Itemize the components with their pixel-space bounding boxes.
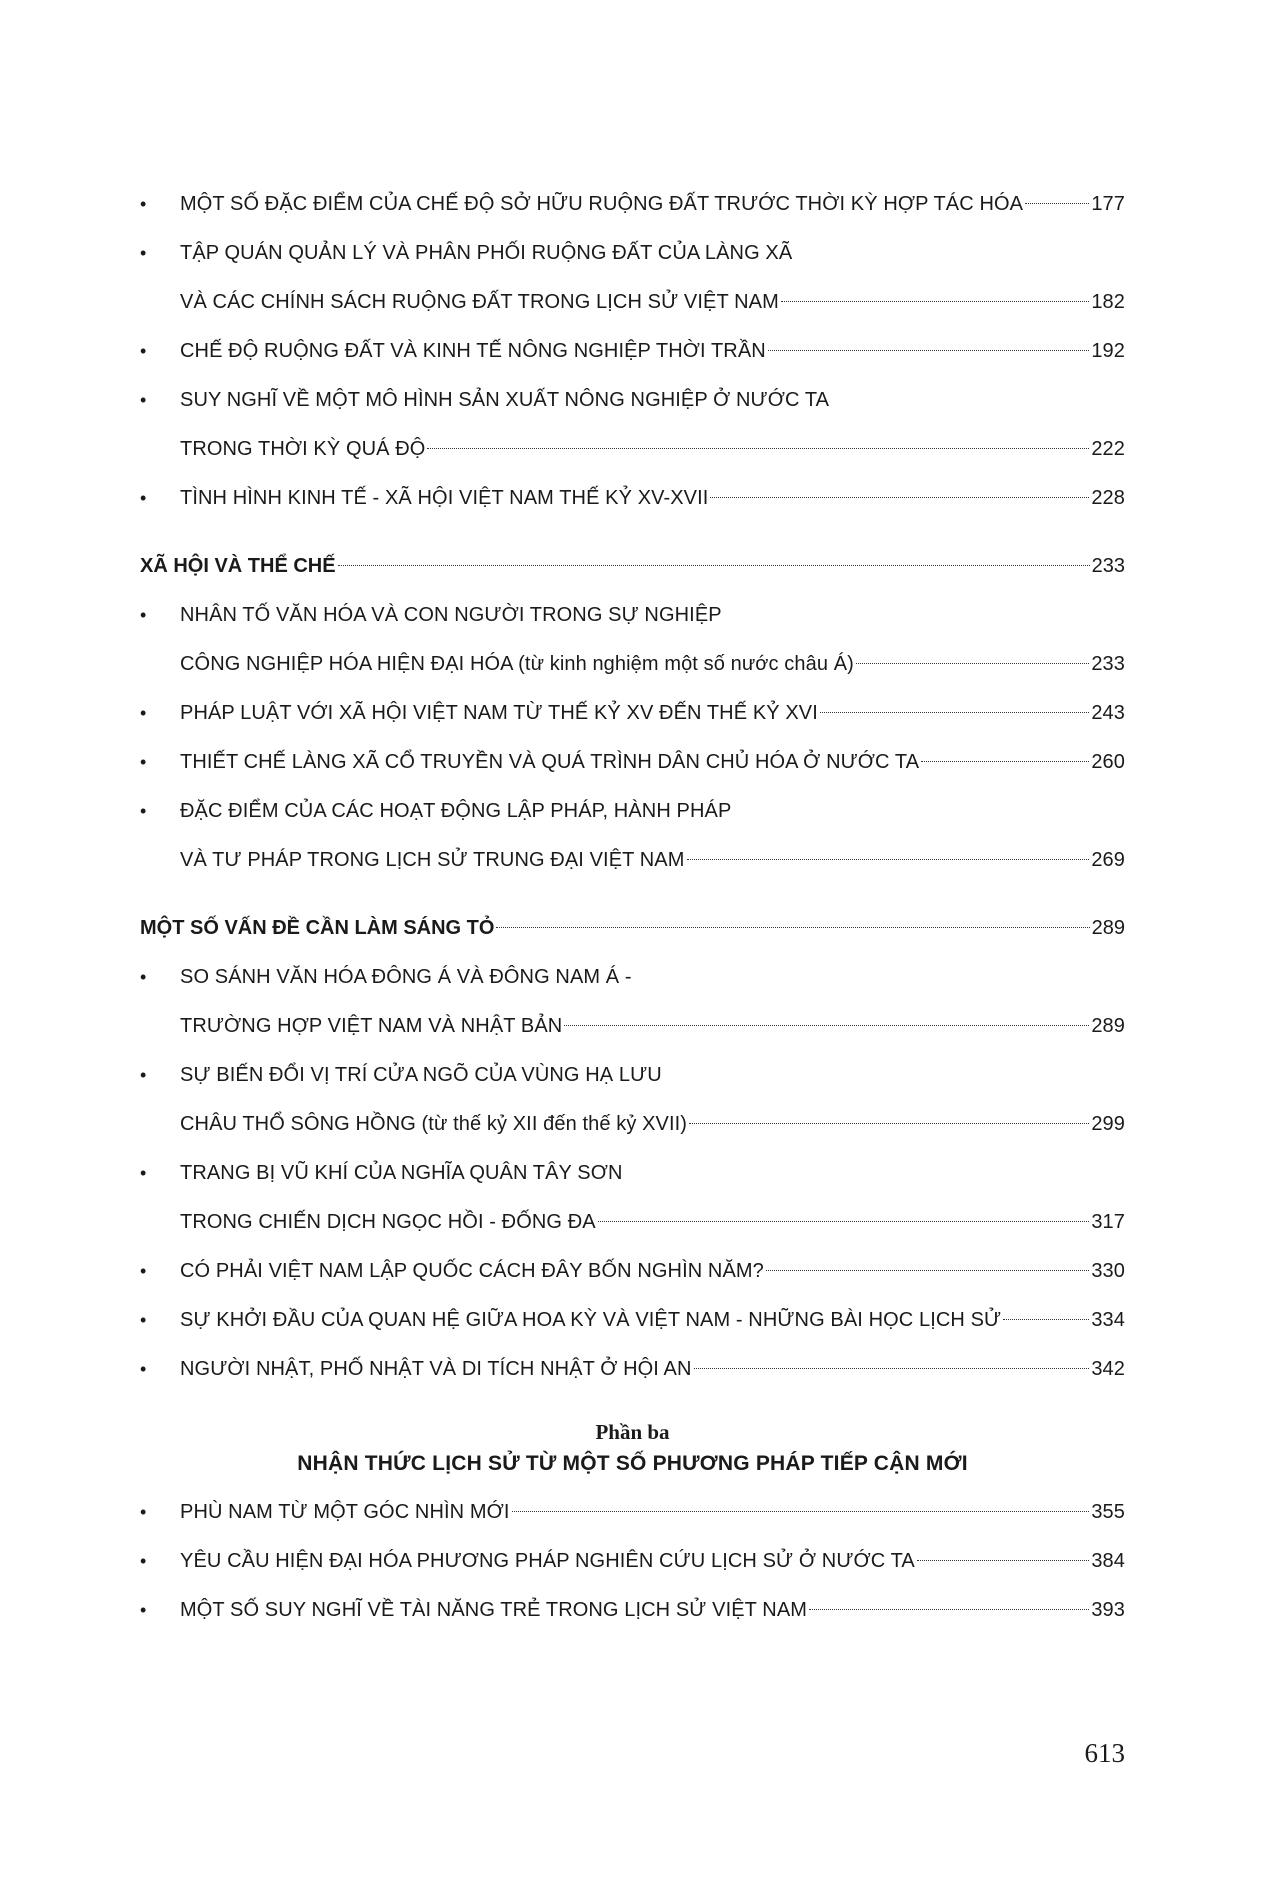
toc-entry[interactable] [140,229,1125,327]
part-label: Phần ba [595,1420,670,1444]
toc-group-new-approaches [140,1488,1125,1635]
toc-entry-continuation [140,1100,1125,1149]
toc-entry[interactable] [140,1296,1125,1345]
toc-entry-title: • CHẾ ĐỘ RUỘNG ĐẤT VÀ KINH TẾ NÔNG NGHIỆP THỜI TRẦN [180,340,766,362]
toc-entry[interactable] [140,953,1125,1051]
toc-entry-page-number: 342 [1091,1358,1125,1380]
toc-entry[interactable] [140,1537,1125,1586]
toc-entry-title: CHÂU THỔ SÔNG HỒNG (từ thế kỷ XII đến thế kỷ XVII) [180,1113,688,1135]
toc-entry-page-number: 233 [1091,653,1125,675]
toc-entry-title: VÀ TƯ PHÁP TRONG LỊCH SỬ TRUNG ĐẠI VIỆT NAM [180,849,685,871]
toc-entry-page-number: 177 [1091,193,1125,215]
toc-entry[interactable] [140,591,1125,689]
toc-entry-line [140,474,1125,523]
section-page-number: 233 [1091,555,1125,577]
toc-entry-line [140,1537,1125,1586]
toc-entry-title: • TRANG BỊ VŨ KHÍ CỦA NGHĨA QUÂN TÂY SƠN [180,1162,623,1184]
toc-entry-title: • TẬP QUÁN QUẢN LÝ VÀ PHÂN PHỐI RUỘNG ĐẤT CỦA LÀNG XÃ [180,242,793,264]
toc-entry[interactable] [140,376,1125,474]
toc-group-land-economy [140,180,1125,523]
toc-entry-page-number: 330 [1091,1260,1125,1282]
toc-entry-page-number: 384 [1091,1550,1125,1572]
dot-leader [496,927,1089,928]
toc-entry[interactable] [140,738,1125,787]
toc-entry[interactable] [140,689,1125,738]
toc-entry-title: TRƯỜNG HỢP VIỆT NAM VÀ NHẬT BẢN [180,1015,563,1037]
dot-leader [427,448,1089,449]
section-page-number: 289 [1091,917,1125,939]
dot-leader [564,1025,1089,1026]
toc-entry-line [140,1149,1125,1198]
toc-entry[interactable] [140,1345,1125,1394]
toc-entry-continuation [140,640,1125,689]
section-title: XÃ HỘI VÀ THỂ CHẾ [140,555,336,577]
toc-entry-line [140,180,1125,229]
toc-entry-title: • NGƯỜI NHẬT, PHỐ NHẬT VÀ DI TÍCH NHẬT Ở HỘI AN [180,1358,692,1380]
toc-entry[interactable] [140,1488,1125,1537]
table-of-contents [140,180,1125,1635]
section-heading-issues[interactable] [140,903,1125,953]
toc-entry-title: • SUY NGHĨ VỀ MỘT MÔ HÌNH SẢN XUẤT NÔNG NGHIỆP Ở NƯỚC TA [180,389,830,411]
dot-leader [1025,203,1089,204]
toc-entry-title: • CÓ PHẢI VIỆT NAM LẬP QUỐC CÁCH ĐÂY BỐN NGHÌN NĂM? [180,1260,764,1282]
dot-leader [1003,1319,1089,1320]
toc-entry-line [140,738,1125,787]
toc-entry-line [140,1296,1125,1345]
page-number: 613 [1084,1738,1125,1768]
toc-entry[interactable] [140,180,1125,229]
dot-leader [694,1368,1090,1369]
toc-entry-page-number: 228 [1091,487,1125,509]
toc-entry-page-number: 289 [1091,1015,1125,1037]
toc-entry[interactable] [140,787,1125,885]
toc-entry-line [140,1051,1125,1100]
toc-entry-page-number: 299 [1091,1113,1125,1135]
toc-entry-title: • MỘT SỐ SUY NGHĨ VỀ TÀI NĂNG TRẺ TRONG LỊCH SỬ VIỆT NAM [180,1599,808,1621]
toc-entry-page-number: 260 [1091,751,1125,773]
toc-entry-continuation [140,836,1125,885]
toc-entry-title: • MỘT SỐ ĐẶC ĐIỂM CỦA CHẾ ĐỘ SỞ HỮU RUỘNG ĐẤT TRƯỚC THỜI KỲ HỢP TÁC HÓA [180,193,1024,215]
toc-entry-page-number: 269 [1091,849,1125,871]
dot-leader [768,350,1089,351]
dot-leader [809,1609,1089,1610]
toc-entry-line [140,327,1125,376]
toc-entry-title: • ĐẶC ĐIỂM CỦA CÁC HOẠT ĐỘNG LẬP PHÁP, HÀNH PHÁP [180,800,732,822]
toc-entry-continuation [140,425,1125,474]
toc-entry-title: • YÊU CẦU HIỆN ĐẠI HÓA PHƯƠNG PHÁP NGHIÊN CỨU LỊCH SỬ Ở NƯỚC TA [180,1550,915,1572]
toc-entry-line [140,953,1125,1002]
toc-entry-page-number: 317 [1091,1211,1125,1233]
toc-entry-line [140,1488,1125,1537]
toc-entry-title: • PHÁP LUẬT VỚI XÃ HỘI VIỆT NAM TỪ THẾ KỶ XV ĐẾN THẾ KỶ XVI [180,702,818,724]
toc-entry-page-number: 393 [1091,1599,1125,1621]
toc-entry-title: VÀ CÁC CHÍNH SÁCH RUỘNG ĐẤT TRONG LỊCH SỬ VIỆT NAM [180,291,779,313]
toc-entry-line [140,689,1125,738]
toc-entry-line [140,1586,1125,1635]
toc-entry-title: CÔNG NGHIỆP HÓA HIỆN ĐẠI HÓA (từ kinh nghiệm một số nước châu Á) [180,653,854,675]
toc-entry-line [140,1345,1125,1394]
toc-group-issues [140,953,1125,1394]
toc-entry[interactable] [140,1586,1125,1635]
dot-leader [917,1560,1089,1561]
toc-entry-title: TRONG THỜI KỲ QUÁ ĐỘ [180,438,426,460]
toc-entry[interactable] [140,1149,1125,1247]
section-heading-society[interactable] [140,541,1125,591]
toc-entry-title: • TÌNH HÌNH KINH TẾ - XÃ HỘI VIỆT NAM THẾ KỶ XV-XVII [180,487,709,509]
toc-entry-page-number: 182 [1091,291,1125,313]
section-title: MỘT SỐ VẤN ĐỀ CẦN LÀM SÁNG TỎ [140,917,495,939]
toc-entry-continuation [140,1002,1125,1051]
dot-leader [921,761,1089,762]
toc-entry-continuation [140,278,1125,327]
toc-entry-page-number: 222 [1091,438,1125,460]
toc-entry-page-number: 192 [1091,340,1125,362]
part-heading [140,1416,1125,1480]
toc-entry-title: • SỰ KHỞI ĐẦU CỦA QUAN HỆ GIỮA HOA KỲ VÀ VIỆT NAM - NHỮNG BÀI HỌC LỊCH SỬ [180,1309,1002,1331]
toc-entry-title: • PHÙ NAM TỪ MỘT GÓC NHÌN MỚI [180,1501,510,1523]
dot-leader [856,663,1089,664]
dot-leader [710,497,1089,498]
toc-entry[interactable] [140,474,1125,523]
dot-leader [820,712,1089,713]
toc-entry-title: • SO SÁNH VĂN HÓA ĐÔNG Á VÀ ĐÔNG NAM Á - [180,966,632,988]
dot-leader [512,1511,1090,1512]
toc-entry-title: • NHÂN TỐ VĂN HÓA VÀ CON NGƯỜI TRONG SỰ NGHIỆP [180,604,722,626]
toc-entry-line [140,787,1125,836]
toc-entry-title: • SỰ BIẾN ĐỔI VỊ TRÍ CỬA NGÕ CỦA VÙNG HẠ LƯU [180,1064,662,1086]
dot-leader [781,301,1090,302]
toc-entry-line [140,591,1125,640]
toc-entry-line [140,376,1125,425]
toc-entry-page-number: 243 [1091,702,1125,724]
toc-entry[interactable] [140,327,1125,376]
toc-entry[interactable] [140,1051,1125,1149]
toc-entry[interactable] [140,1247,1125,1296]
toc-entry-line [140,1247,1125,1296]
dot-leader [687,859,1090,860]
dot-leader [766,1270,1089,1271]
dot-leader [598,1221,1090,1222]
toc-entry-continuation [140,1198,1125,1247]
dot-leader [689,1123,1089,1124]
toc-entry-title: TRONG CHIẾN DỊCH NGỌC HỒI - ĐỐNG ĐA [180,1211,596,1233]
toc-entry-page-number: 334 [1091,1309,1125,1331]
toc-entry-page-number: 355 [1091,1501,1125,1523]
toc-entry-title: • THIẾT CHẾ LÀNG XÃ CỔ TRUYỀN VÀ QUÁ TRÌNH DÂN CHỦ HÓA Ở NƯỚC TA [180,751,920,773]
toc-group-society [140,591,1125,885]
toc-entry-line [140,229,1125,278]
part-title: NHẬN THỨC LỊCH SỬ TỪ MỘT SỐ PHƯƠNG PHÁP TIẾP CẬN MỚI [297,1452,968,1475]
dot-leader [338,565,1090,566]
